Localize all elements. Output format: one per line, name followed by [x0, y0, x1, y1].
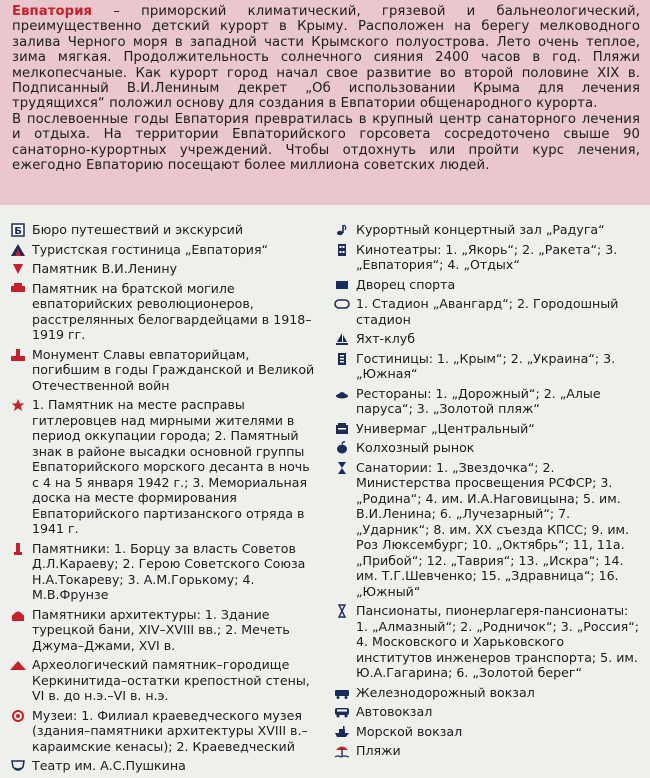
bureau-icon: [10, 223, 26, 237]
legend-text: Бюро путешествий и экскурсий: [32, 222, 244, 237]
intro-paragraph-1: [12, 4, 640, 112]
star-icon: [10, 398, 26, 412]
theatre-icon: [10, 759, 26, 773]
legend-entry: [8, 758, 320, 774]
legend-text: Курортный концертный зал „Радуга“: [356, 222, 605, 237]
legend-text: Памятник В.И.Ленину: [32, 261, 178, 276]
legend-entry: [332, 704, 644, 720]
legend-entry: [8, 281, 320, 343]
legend-entry: [332, 421, 644, 437]
legend-entry: [8, 397, 320, 537]
legend-text: Памятники архитектуры: 1. Здание турецкой бани, XIV–XVIII вв.; 2. Мечеть Джума–Джами, XVI в.: [32, 606, 290, 653]
boarding-house-icon: [334, 604, 350, 618]
intro-section: [0, 0, 650, 205]
cinema-icon: [334, 243, 350, 257]
legend-text: Гостиницы: 1. „Крым“; 2. „Украина“; 3. „Южная“: [356, 350, 616, 381]
intro-text-1: – приморский климатический, грязевой и бальнеологический, преимущественно детский курорт в Крыму. Расположен на берегу мелководного залива Черного моря в западной части Крымского полуострова. Лето очень теплое, зима мягкая. Продолжительность солнечного сияния 2400 часов в год. Пляжи мелкопесчаные. Как курорт город начал свое развитие во второй половине XIX в. Подписанный В.И.Лениным декрет „Об использовании Крыма для лечения трудящихся“ положил основу для создания в Евпатории общенародного курорта.: [12, 4, 640, 112]
legend-entry: [332, 743, 644, 759]
legend-entry: [332, 724, 644, 740]
legend-entry: [332, 386, 644, 417]
hotel-icon: [10, 243, 26, 257]
legend-entry: [332, 222, 644, 238]
legend-entry: [8, 708, 320, 755]
market-icon: [334, 441, 350, 455]
beach-icon: [334, 744, 350, 758]
legend-text: Археологический памятник–городище Керкинитида–остатки крепостной стены, VI в. до н.э.–VI в. н.э.: [32, 657, 310, 703]
legend-entry: [332, 351, 644, 382]
sanatorium-icon: [334, 461, 350, 475]
lenin-monument-icon: [10, 262, 26, 276]
legend-entry: [8, 347, 320, 394]
hotels-icon: [334, 352, 350, 366]
legend-entry: [332, 242, 644, 273]
legend-text: Кинотеатры: 1. „Якорь“; 2. „Ракета“; 3. „Евпатория“; 4. „Отдых“: [356, 241, 618, 272]
bus-station-icon: [334, 705, 350, 719]
legend-text: Пляжи: [356, 743, 401, 758]
legend-text: Музеи: 1. Филиал краеведческого музея (здания–памятники архитектуры XVIII в.–караимские кенасы); 2. Краеведческий: [32, 707, 308, 754]
yacht-club-icon: [334, 332, 350, 346]
legend-entry: [8, 541, 320, 603]
architecture-icon: [10, 608, 26, 622]
intro-heading: Евпатория: [12, 4, 93, 19]
museum-icon: [10, 709, 26, 723]
legend-text: 1. Памятник на месте расправы гитлеровцев над мирными жителями в период оккупации города; 2. Памятный знак в районе высадки основной группы Евпаторийского морского десанта в ночь с 4 на 5 января 1942 г.; 3. Мемориальная доска на месте формирования Евпаторийского партизанского отряда в 1941 г.: [32, 397, 310, 536]
concert-hall-icon: [334, 223, 350, 237]
intro-paragraph-2: В послевоенные годы Евпатория превратилась в крупный центр санаторного лечения и отдыха. На территории Евпаторийского горсовета сосредоточено свыше 90 санаторно-курортных учреждений. Чтобы отдохнуть или пройти курс лечения, ежегодно Евпаторию посещают более миллиона советских людей.: [12, 111, 640, 174]
legend-text: Санатории: 1. „Звездочка“; 2. Министерства просвещения РСФСР; 3. „Родина“; 4. им. И.А.Наговицына; 5. им. В.И.Ленина; 6. „Лучезарный“; 7. „Ударник“; 8. им. XX съезда КПСС; 9. им. Роз Люксембург; 10. „Октябрь“; 11, 11а. „Прибой“; 12. „Таврия“; 13. „Искра“; 14. им. Т.Г.Шевченко; 15. „Здравница“; 16. „Южный“: [356, 459, 630, 599]
department-store-icon: [334, 422, 350, 436]
legend-text: Памятники: 1. Борцу за власть Советов Д.Л.Караеву; 2. Герою Советского Союза Н.А.Токареву; 3. А.М.Горькому; 4. М.В.Фрунзе: [32, 540, 306, 602]
legend-left-column: [8, 222, 320, 778]
legend-text: Морской вокзал: [356, 723, 463, 739]
legend-text: Рестораны: 1. „Дорожный“; 2. „Алые паруса“; 3. „Золотой пляж“: [356, 385, 601, 416]
legend-entry: [332, 603, 644, 681]
svg-text:Б: Б: [14, 226, 22, 237]
sea-terminal-icon: [334, 725, 350, 739]
archaeology-icon: [10, 658, 26, 672]
legend-text: Монумент Славы евпаторийцам, погибшим в годы Гражданской и Великой Отечественной войн: [32, 346, 315, 393]
legend-text: Дворец спорта: [356, 276, 456, 292]
glory-monument-icon: [10, 348, 26, 362]
legend-text: Памятник на братской могиле евпаторийских революционеров, расстрелянных белогвардейцами в 1918–1919 гг.: [32, 280, 312, 342]
legend-entry: [332, 331, 644, 347]
legend-text: Железнодорожный вокзал: [356, 684, 535, 700]
restaurant-icon: [334, 387, 350, 401]
legend-entry: [8, 222, 320, 238]
legend-entry: [332, 277, 644, 293]
legend-entry: [332, 685, 644, 701]
legend-text: Яхт-клуб: [356, 331, 415, 346]
sports-palace-icon: [334, 278, 350, 292]
legend-text: Колхозный рынок: [356, 440, 475, 455]
legend-entry: [8, 607, 320, 654]
legend-text: 1. Стадион „Авангард“; 2. Городошный стадион: [356, 296, 619, 327]
legend-right-column: [332, 222, 644, 763]
legend-text: Туристская гостиница „Евпатория“: [32, 241, 269, 257]
railway-station-icon: [334, 686, 350, 700]
stadium-icon: [334, 297, 350, 311]
legend-entry: [8, 657, 320, 704]
legend-entry: [8, 242, 320, 258]
legend-entry: [332, 296, 644, 327]
grave-monument-icon: [10, 282, 26, 296]
monument-icon: [10, 542, 26, 556]
legend-entry: [332, 440, 644, 456]
legend-text: Универмаг „Центральный“: [356, 420, 535, 436]
legend-text: Автовокзал: [356, 704, 433, 719]
legend-text: Пансионаты, пионерлагеря-пансионаты: 1. „Алмазный“; 2. „Родничок“; 3. „Россия“; 4. Московского и Харьковского институтов инженеров транспорта; 5. им. Ю.А.Гагарина; 6. „Золотой берег“: [356, 603, 639, 680]
legend-entry: [332, 460, 644, 600]
legend-text: Театр им. А.С.Пушкина: [32, 758, 186, 773]
legend-entry: [8, 261, 320, 277]
